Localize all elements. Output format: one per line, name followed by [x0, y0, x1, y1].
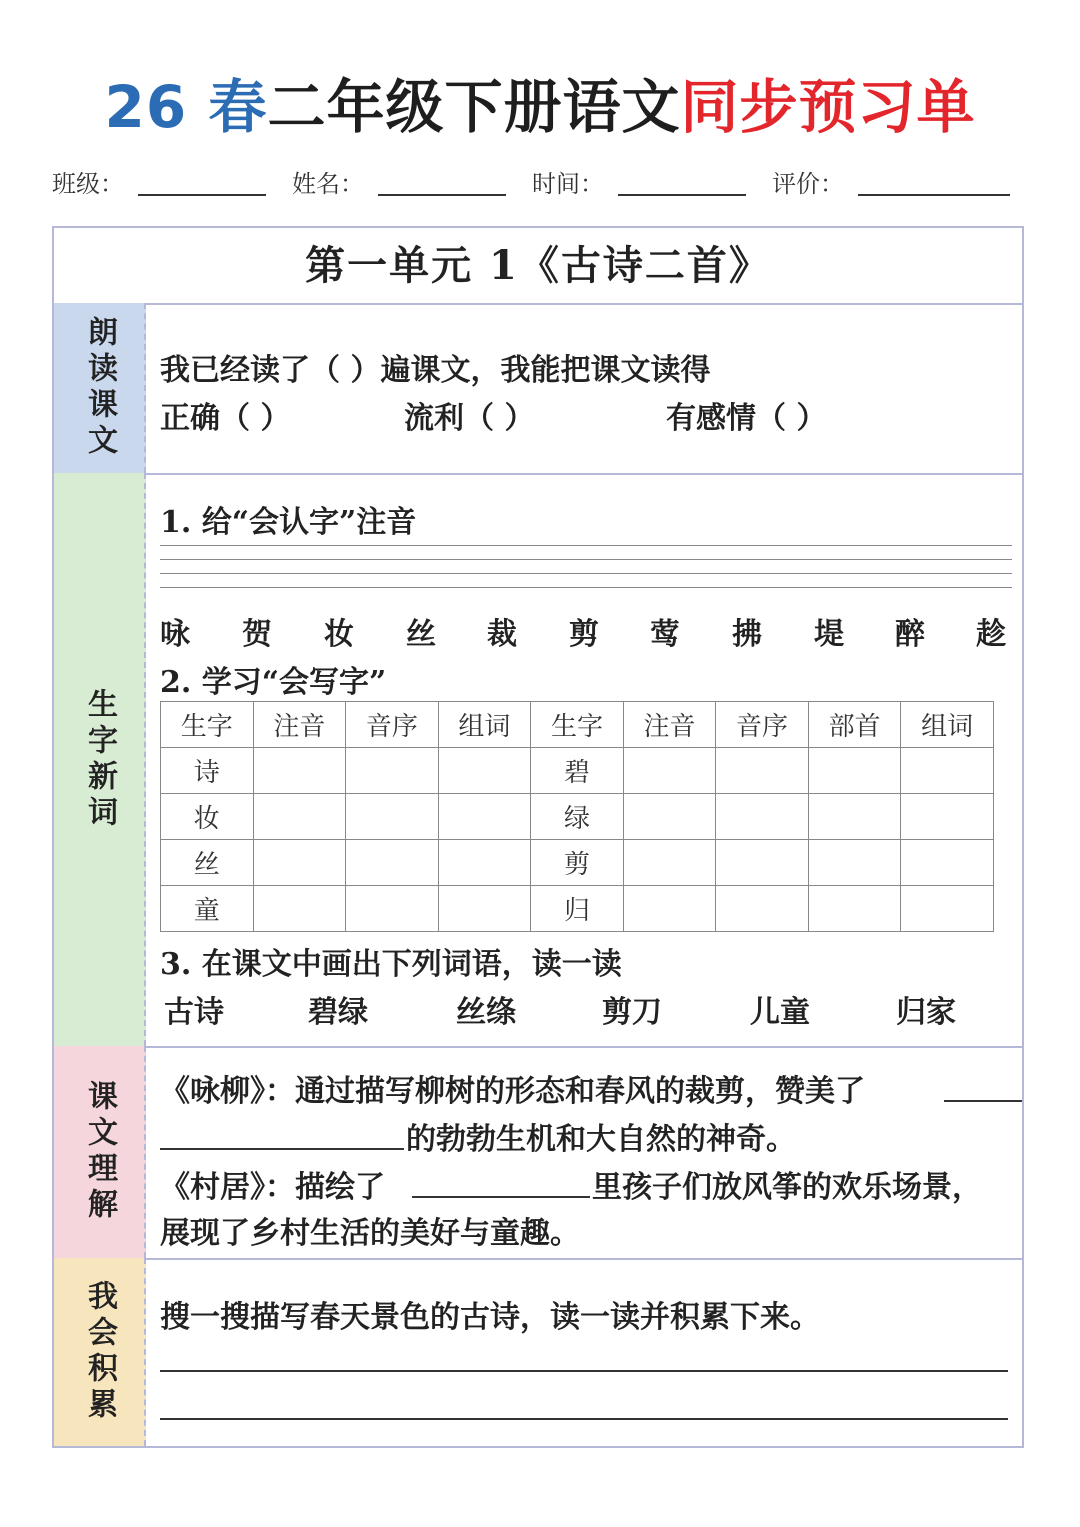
- table-cell[interactable]: [716, 748, 809, 794]
- table-cell[interactable]: [253, 794, 346, 840]
- reading-fluent: 流利（ ）: [404, 401, 535, 436]
- accumulate-content: [146, 1258, 1022, 1446]
- worksheet: [52, 226, 1024, 1448]
- table-cell[interactable]: [346, 794, 439, 840]
- table-row: [161, 886, 994, 932]
- table-cell[interactable]: [623, 748, 716, 794]
- new-words-content: [146, 473, 1022, 1046]
- practice-word: 丝绦: [456, 995, 516, 1030]
- question-2: 2. 学习“会写字”: [160, 665, 387, 700]
- table-cell[interactable]: [438, 748, 531, 794]
- recognize-char: 妆: [324, 617, 354, 652]
- question-1: 1. 给“会认字”注音: [160, 505, 417, 540]
- recognize-char: 醉: [895, 617, 925, 652]
- table-cell[interactable]: [901, 748, 994, 794]
- practice-word: 古诗: [164, 995, 224, 1030]
- section-label-accumulate: 我会积累: [54, 1258, 146, 1446]
- name-field[interactable]: [378, 194, 506, 196]
- table-cell[interactable]: [253, 840, 346, 886]
- section-understanding: [54, 1046, 1022, 1260]
- table-row: [161, 840, 994, 886]
- table-cell[interactable]: [716, 794, 809, 840]
- recognize-char: 咏: [160, 617, 190, 652]
- unit-title: 第一单元 1《古诗二首》: [54, 228, 1022, 305]
- cunju-text-1: 《村居》：描绘了: [160, 1170, 385, 1205]
- table-cell[interactable]: [346, 840, 439, 886]
- table-char: 剪: [531, 840, 624, 886]
- title-part-1: 26 春: [104, 73, 268, 141]
- table-char: 归: [531, 886, 624, 932]
- table-cell[interactable]: [623, 886, 716, 932]
- table-cell[interactable]: [901, 840, 994, 886]
- table-header: 部首: [808, 702, 901, 748]
- answer-blank[interactable]: [160, 1148, 404, 1150]
- answer-blank[interactable]: [944, 1100, 1022, 1102]
- practice-word: 剪刀: [602, 995, 662, 1030]
- table-cell[interactable]: [901, 794, 994, 840]
- student-info-row: [52, 160, 1022, 204]
- cunju-text-2: 里孩子们放风筝的欢乐场景，: [592, 1170, 982, 1205]
- recognize-char: 丝: [406, 617, 436, 652]
- recognize-char: 趁: [976, 617, 1006, 652]
- time-label: 时间：: [532, 170, 604, 198]
- table-row: [161, 794, 994, 840]
- table-char: 绿: [531, 794, 624, 840]
- table-header: 注音: [253, 702, 346, 748]
- table-cell[interactable]: [808, 840, 901, 886]
- table-cell[interactable]: [808, 794, 901, 840]
- section-label-new-words: 生字新词: [54, 473, 146, 1046]
- table-cell[interactable]: [623, 794, 716, 840]
- table-cell[interactable]: [438, 886, 531, 932]
- table-char: 妆: [161, 794, 254, 840]
- reading-correct: 正确（ ）: [160, 401, 291, 436]
- reading-content: [146, 303, 1022, 473]
- yongliu-text-1: 《咏柳》：通过描写柳树的形态和春风的裁剪，赞美了: [160, 1074, 865, 1109]
- writing-line[interactable]: [160, 1418, 1008, 1420]
- question-3: 3. 在课文中画出下列词语，读一读: [160, 947, 622, 982]
- time-field[interactable]: [618, 194, 746, 196]
- table-cell[interactable]: [346, 886, 439, 932]
- table-cell[interactable]: [253, 886, 346, 932]
- accumulate-prompt: 搜一搜描写春天景色的古诗，读一读并积累下来。: [160, 1300, 820, 1335]
- write-chars-table: [160, 701, 994, 932]
- table-char: 诗: [161, 748, 254, 794]
- section-new-words: [54, 473, 1022, 1048]
- name-label: 姓名：: [292, 170, 364, 198]
- evaluation-field[interactable]: [858, 194, 1010, 196]
- recognize-char: 堤: [814, 617, 844, 652]
- table-char: 童: [161, 886, 254, 932]
- understanding-content: [146, 1046, 1022, 1258]
- recognize-char: 剪: [569, 617, 599, 652]
- recognize-char: 拂: [732, 617, 762, 652]
- table-header: 组词: [438, 702, 531, 748]
- table-header: 音序: [346, 702, 439, 748]
- table-cell[interactable]: [438, 840, 531, 886]
- table-cell[interactable]: [438, 794, 531, 840]
- title-part-3: 同步预习单: [680, 73, 976, 141]
- table-cell[interactable]: [346, 748, 439, 794]
- pinyin-line[interactable]: [160, 587, 1012, 588]
- table-cell[interactable]: [901, 886, 994, 932]
- answer-blank[interactable]: [412, 1196, 590, 1198]
- reading-times-text: 我已经读了（ ）遍课文，我能把课文读得: [160, 353, 711, 388]
- section-label-understanding: 课文理解: [54, 1046, 146, 1258]
- class-label: 班级：: [52, 170, 124, 198]
- table-cell[interactable]: [716, 840, 809, 886]
- section-label-reading: 朗读课文: [54, 303, 146, 473]
- table-header: 音序: [716, 702, 809, 748]
- reading-emotion: 有感情（ ）: [666, 401, 827, 436]
- class-field[interactable]: [138, 194, 266, 196]
- practice-word: 归家: [896, 995, 956, 1030]
- table-row: [161, 748, 994, 794]
- section-reading: [54, 303, 1022, 475]
- pinyin-line[interactable]: [160, 559, 1012, 560]
- recognize-char: 裁: [487, 617, 517, 652]
- section-accumulate: [54, 1258, 1022, 1446]
- recognize-char: 莺: [650, 617, 680, 652]
- yongliu-text-2: 的勃勃生机和大自然的神奇。: [406, 1122, 796, 1157]
- table-cell[interactable]: [253, 748, 346, 794]
- pinyin-line[interactable]: [160, 545, 1012, 546]
- practice-word: 儿童: [750, 995, 810, 1030]
- page-title: [0, 72, 1080, 142]
- practice-word: 碧绿: [308, 995, 368, 1030]
- title-part-2: 二年级下册语文: [267, 73, 681, 141]
- table-cell[interactable]: [808, 748, 901, 794]
- table-header: 生字: [161, 702, 254, 748]
- writing-line[interactable]: [160, 1370, 1008, 1372]
- table-cell[interactable]: [623, 840, 716, 886]
- table-cell[interactable]: [716, 886, 809, 932]
- table-header: 组词: [901, 702, 994, 748]
- pinyin-line[interactable]: [160, 573, 1012, 574]
- table-char: 丝: [161, 840, 254, 886]
- evaluation-label: 评价：: [772, 170, 844, 198]
- table-header: 生字: [531, 702, 624, 748]
- table-header: 注音: [623, 702, 716, 748]
- recognize-char: 贺: [242, 617, 272, 652]
- cunju-text-3: 展现了乡村生活的美好与童趣。: [160, 1216, 580, 1251]
- table-header-row: [161, 702, 994, 748]
- table-char: 碧: [531, 748, 624, 794]
- table-cell[interactable]: [808, 886, 901, 932]
